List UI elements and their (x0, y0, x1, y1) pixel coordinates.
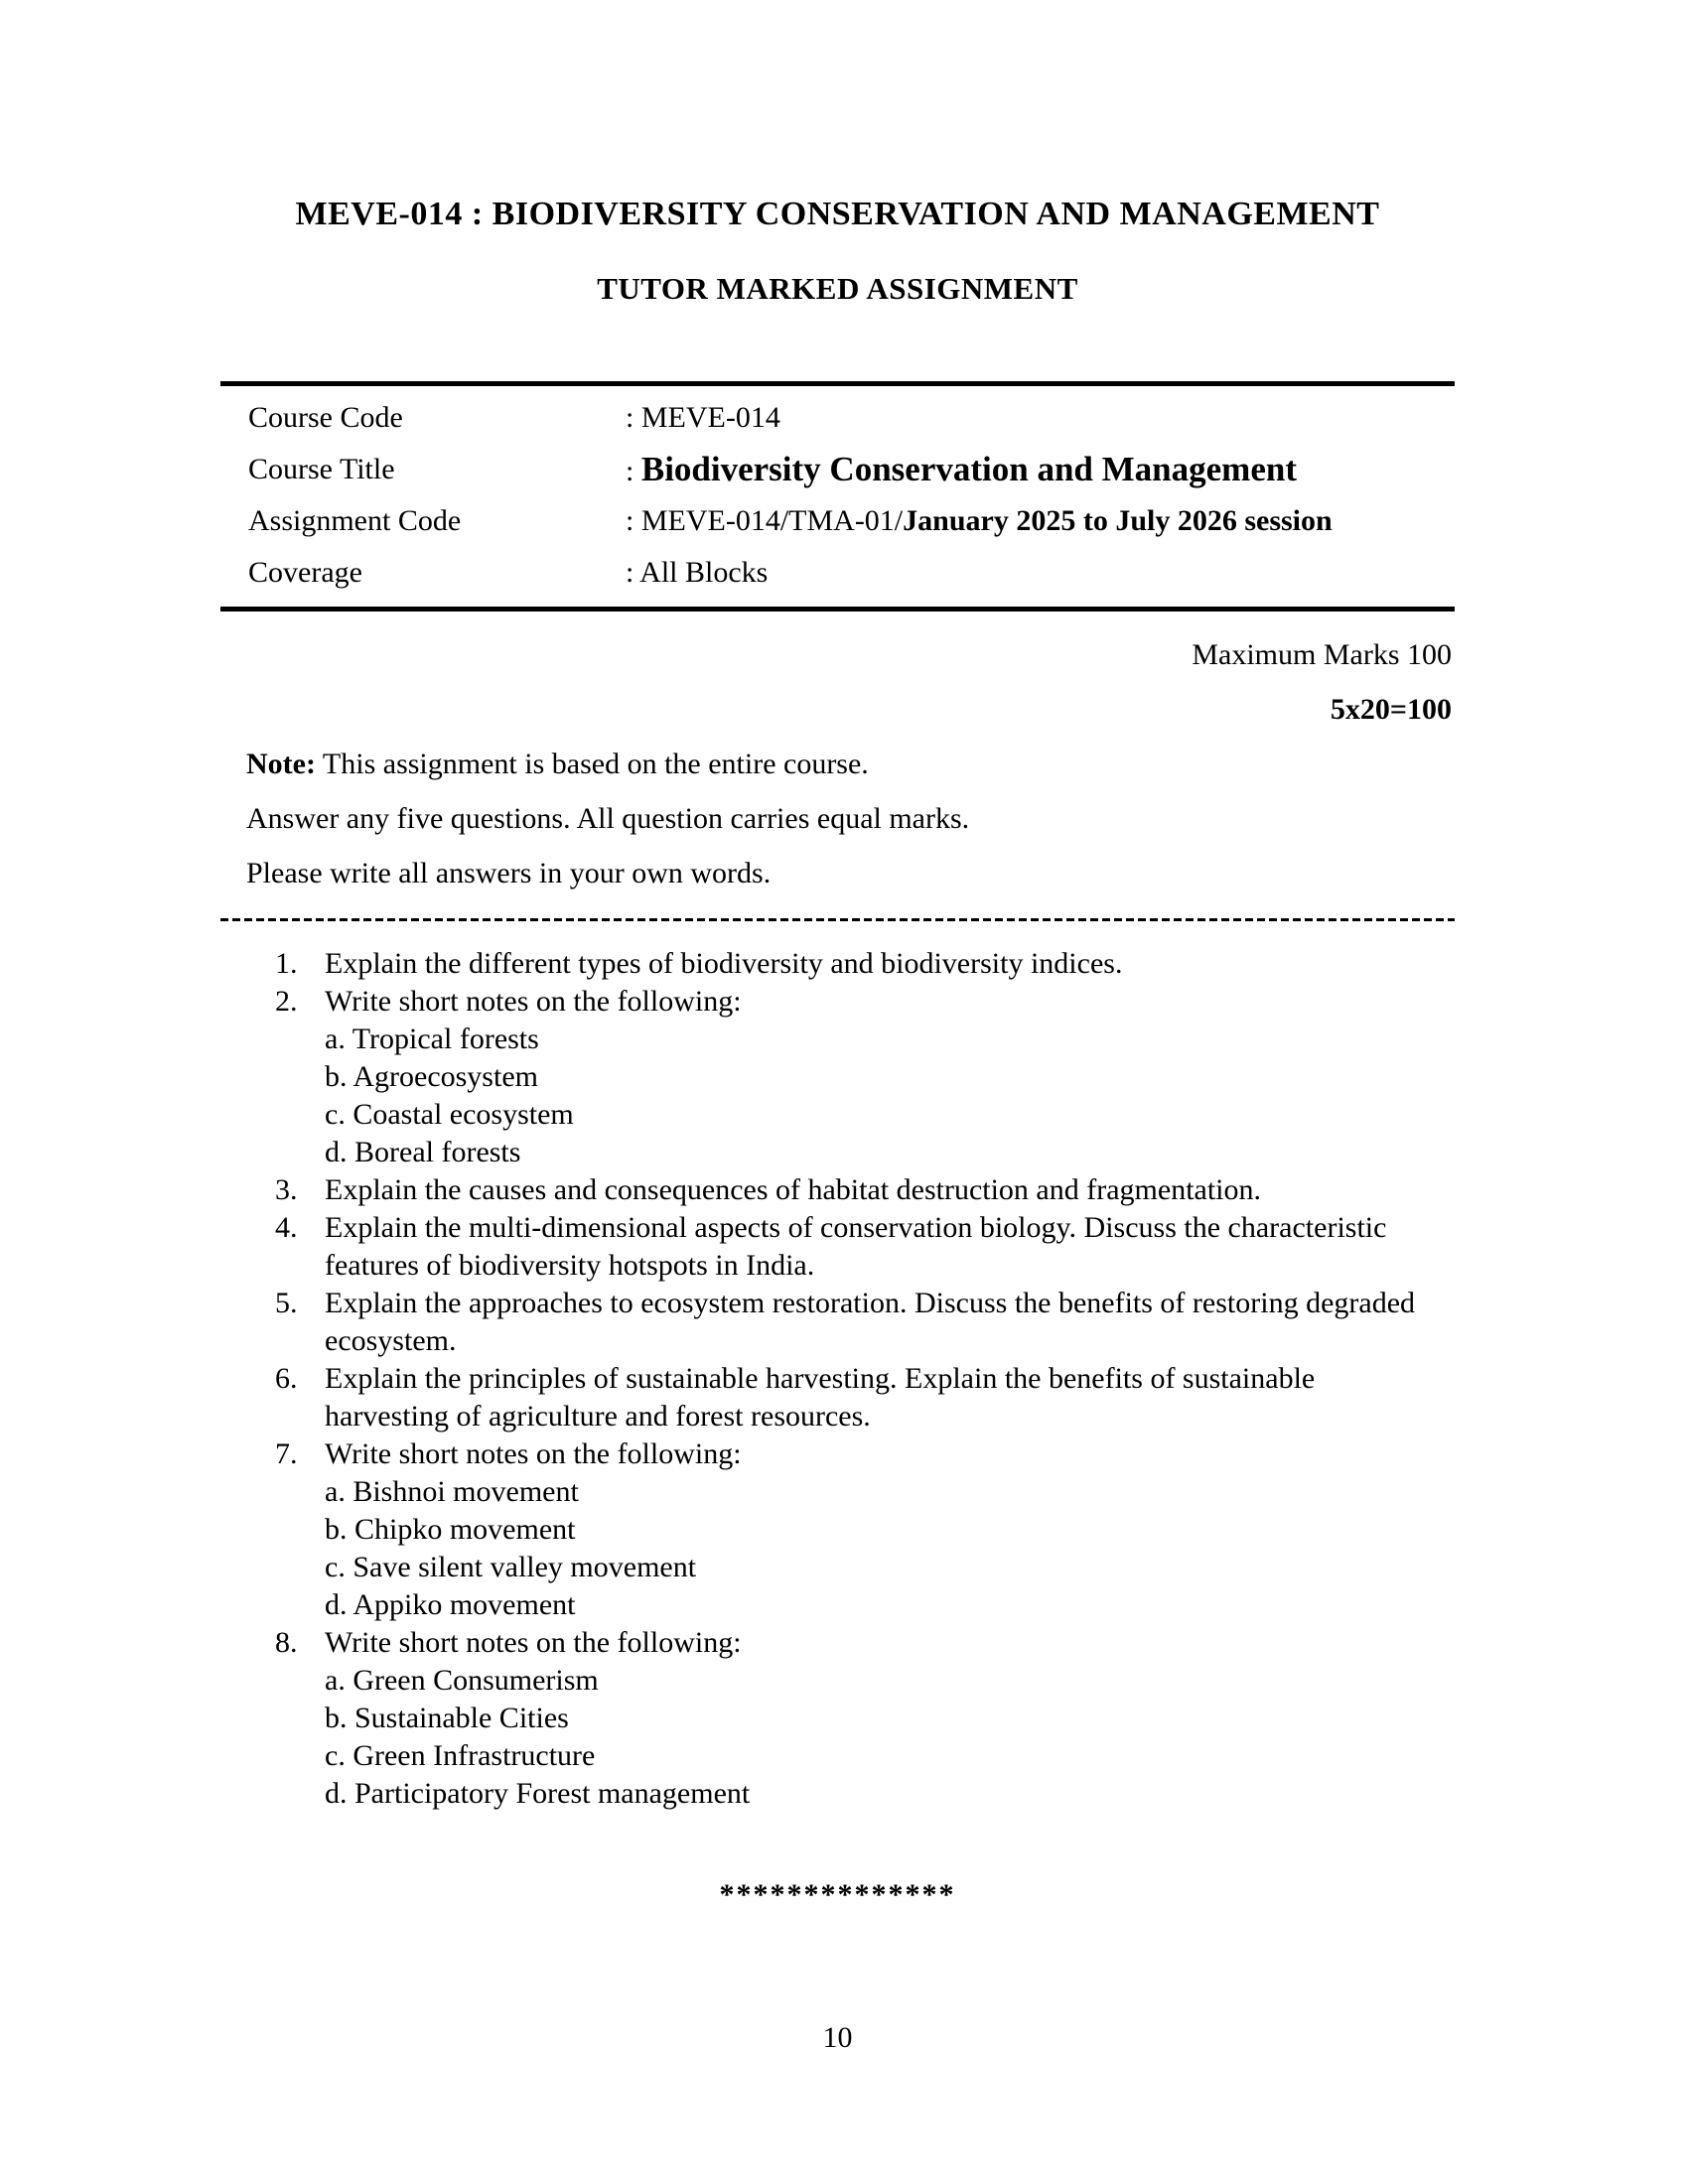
maximum-marks: Maximum Marks 100 (1192, 638, 1452, 671)
table-row-coverage (220, 547, 1455, 599)
question-6 (220, 1360, 1455, 1435)
assignment-code-value-bold: January 2025 to July 2026 session (903, 504, 1333, 537)
question-8 (220, 1624, 1455, 1813)
question-1-body (325, 945, 1437, 983)
question-6-text: Explain the principles of sustainable harvesting. Explain the benefits of sustainable harvesting of agriculture and forest resources. (325, 1362, 1316, 1433)
question-5-text: Explain the approaches to ecosystem restoration. Discuss the benefits of restoring degraded ecosystem. (325, 1287, 1416, 1357)
question-7-text: Write short notes on the following: (325, 1437, 742, 1470)
question-2-sub-d: d. Boreal forests (325, 1136, 521, 1168)
table-row-course-title (220, 444, 1455, 495)
course-title-label: Course Title (248, 453, 395, 485)
question-3 (220, 1171, 1455, 1209)
question-8-body (325, 1624, 1437, 1813)
question-4 (220, 1209, 1455, 1285)
end-of-assignment-stars: ************** (719, 1878, 956, 1911)
question-3-body (325, 1171, 1437, 1209)
note-label: Note: (246, 748, 316, 780)
marks-scheme: 5x20=100 (1330, 693, 1452, 726)
assignment-code-value-text: : MEVE-014/TMA-01/ (626, 504, 904, 537)
question-2-sub-c: c. Coastal ecosystem (325, 1098, 574, 1131)
question-6-number: 6. (275, 1362, 298, 1395)
question-1 (220, 945, 1455, 983)
question-8-text: Write short notes on the following: (325, 1626, 742, 1659)
course-info-table (220, 381, 1455, 612)
question-2 (220, 983, 1455, 1171)
page-number: 10 (822, 2021, 853, 2054)
course-title-colon: : (626, 455, 641, 487)
question-1-number: 1. (275, 947, 298, 980)
question-4-text: Explain the multi-dimensional aspects of conservation biology. Discuss the characteristic features of biodiversity hotspots in India. (325, 1211, 1387, 1282)
coverage-value (626, 556, 1455, 590)
question-8-number: 8. (275, 1626, 298, 1659)
question-2-body (325, 983, 1437, 1171)
question-5 (220, 1285, 1455, 1360)
question-3-text: Explain the causes and consequences of habitat destruction and fragmentation. (325, 1173, 1262, 1206)
question-7 (220, 1435, 1455, 1624)
question-8-sub-b: b. Sustainable Cities (325, 1702, 569, 1734)
coverage-label: Coverage (248, 556, 362, 589)
question-7-number: 7. (275, 1437, 298, 1470)
question-7-body (325, 1435, 1437, 1624)
course-title-value (626, 450, 1455, 489)
question-1-text: Explain the different types of biodiversity and biodiversity indices. (325, 947, 1123, 980)
document-content (220, 0, 1455, 2057)
page-subtitle: TUTOR MARKED ASSIGNMENT (597, 271, 1078, 306)
question-8-sub-a: a. Green Consumerism (325, 1664, 599, 1697)
question-2-number: 2. (275, 985, 298, 1018)
question-5-number: 5. (275, 1287, 298, 1319)
assignment-code-label: Assignment Code (248, 504, 462, 537)
note-text: This assignment is based on the entire course. (315, 748, 869, 780)
question-4-body (325, 1209, 1437, 1285)
question-6-body (325, 1360, 1437, 1435)
instruction-line-3: Please write all answers in your own words. (246, 857, 772, 889)
page-title: MEVE-014 : BIODIVERSITY CONSERVATION AND MANAGEMENT (295, 196, 1380, 232)
question-list (220, 945, 1455, 1813)
question-7-sub-b: b. Chipko movement (325, 1513, 576, 1546)
question-3-number: 3. (275, 1173, 298, 1206)
question-4-number: 4. (275, 1211, 298, 1244)
table-row-assignment-code (220, 495, 1455, 547)
assignment-code-value (626, 504, 1455, 538)
question-8-sub-d: d. Participatory Forest management (325, 1777, 751, 1810)
table-row-course-code (220, 392, 1455, 444)
question-2-text: Write short notes on the following: (325, 985, 742, 1018)
question-5-body (325, 1285, 1437, 1360)
instruction-line-2: Answer any five questions. All question carries equal marks. (246, 802, 970, 835)
course-code-value (626, 401, 1455, 435)
course-title-value-bold: Biodiversity Conservation and Management (640, 450, 1297, 488)
question-7-sub-a: a. Bishnoi movement (325, 1475, 579, 1508)
question-7-sub-c: c. Save silent valley movement (325, 1551, 697, 1583)
coverage-value-text: : All Blocks (626, 556, 769, 589)
question-8-sub-c: c. Green Infrastructure (325, 1739, 596, 1772)
course-code-value-text: : MEVE-014 (626, 401, 780, 434)
question-7-sub-d: d. Appiko movement (325, 1588, 576, 1621)
dashed-separator (220, 918, 1455, 921)
note-line (220, 746, 1455, 783)
question-2-sub-b: b. Agroecosystem (325, 1060, 538, 1093)
question-2-sub-a: a. Tropical forests (325, 1023, 539, 1055)
course-code-label: Course Code (248, 401, 403, 434)
